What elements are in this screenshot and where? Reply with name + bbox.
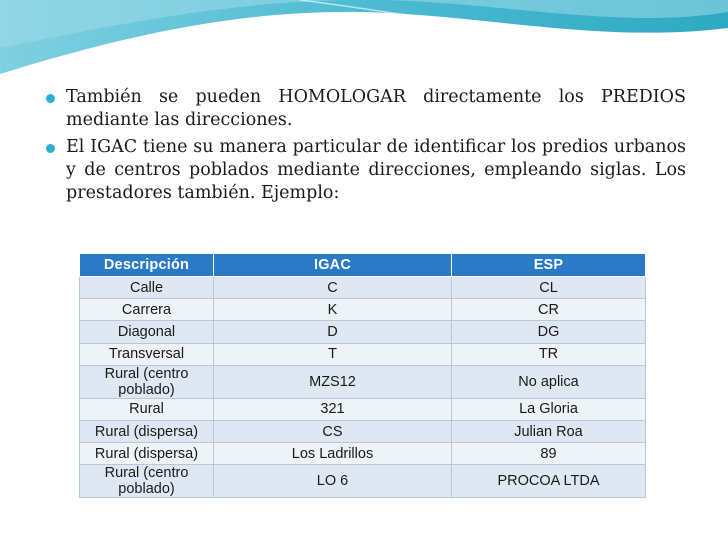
cell-esp: DG xyxy=(452,321,646,343)
header-wave-decoration xyxy=(0,0,728,90)
cell-igac: LO 6 xyxy=(214,465,452,498)
cell-igac: CS xyxy=(214,420,452,442)
cell-esp: TR xyxy=(452,343,646,365)
header-descripcion: Descripción xyxy=(80,254,214,277)
bullet-list xyxy=(44,86,686,209)
table-row xyxy=(80,321,646,343)
cell-igac: K xyxy=(214,299,452,321)
cell-esp: CR xyxy=(452,299,646,321)
cell-descripcion: Rural (dispersa) xyxy=(80,443,214,465)
cell-descripcion: Transversal xyxy=(80,343,214,365)
cell-igac: Los Ladrillos xyxy=(214,443,452,465)
bullet-dot-icon xyxy=(46,94,55,103)
cell-esp: La Gloria xyxy=(452,398,646,420)
bullet-item xyxy=(44,86,686,132)
table-row xyxy=(80,465,646,498)
table-row xyxy=(80,277,646,299)
cell-descripcion: Rural xyxy=(80,398,214,420)
table-row xyxy=(80,365,646,398)
cell-esp: 89 xyxy=(452,443,646,465)
table-row xyxy=(80,443,646,465)
cell-igac: C xyxy=(214,277,452,299)
table-header-row xyxy=(80,254,646,277)
cell-descripcion: Carrera xyxy=(80,299,214,321)
cell-igac: 321 xyxy=(214,398,452,420)
cell-descripcion: Diagonal xyxy=(80,321,214,343)
table-row xyxy=(80,343,646,365)
cell-esp: No aplica xyxy=(452,365,646,398)
cell-igac: MZS12 xyxy=(214,365,452,398)
cell-igac: T xyxy=(214,343,452,365)
table-row xyxy=(80,398,646,420)
bullet-item xyxy=(44,136,686,205)
cell-esp: CL xyxy=(452,277,646,299)
header-igac: IGAC xyxy=(214,254,452,277)
cell-descripcion: Rural (centro poblado) xyxy=(80,465,214,498)
cell-descripcion: Calle xyxy=(80,277,214,299)
table-row xyxy=(80,420,646,442)
cell-esp: Julian Roa xyxy=(452,420,646,442)
bullet-text: El IGAC tiene su manera particular de identificar los predios urbanos y de centros poblados mediante direcciones, empleando siglas. Los prestadores también. Ejemplo: xyxy=(66,137,686,203)
header-esp: ESP xyxy=(452,254,646,277)
bullet-text: También se pueden HOMOLOGAR directamente los PREDIOS mediante las direcciones. xyxy=(66,87,686,130)
cell-esp: PROCOA LTDA xyxy=(452,465,646,498)
table-row xyxy=(80,299,646,321)
cell-igac: D xyxy=(214,321,452,343)
cell-descripcion: Rural (dispersa) xyxy=(80,420,214,442)
cell-descripcion: Rural (centro poblado) xyxy=(80,365,214,398)
bullet-dot-icon xyxy=(46,144,55,153)
address-codes-table xyxy=(79,253,645,498)
